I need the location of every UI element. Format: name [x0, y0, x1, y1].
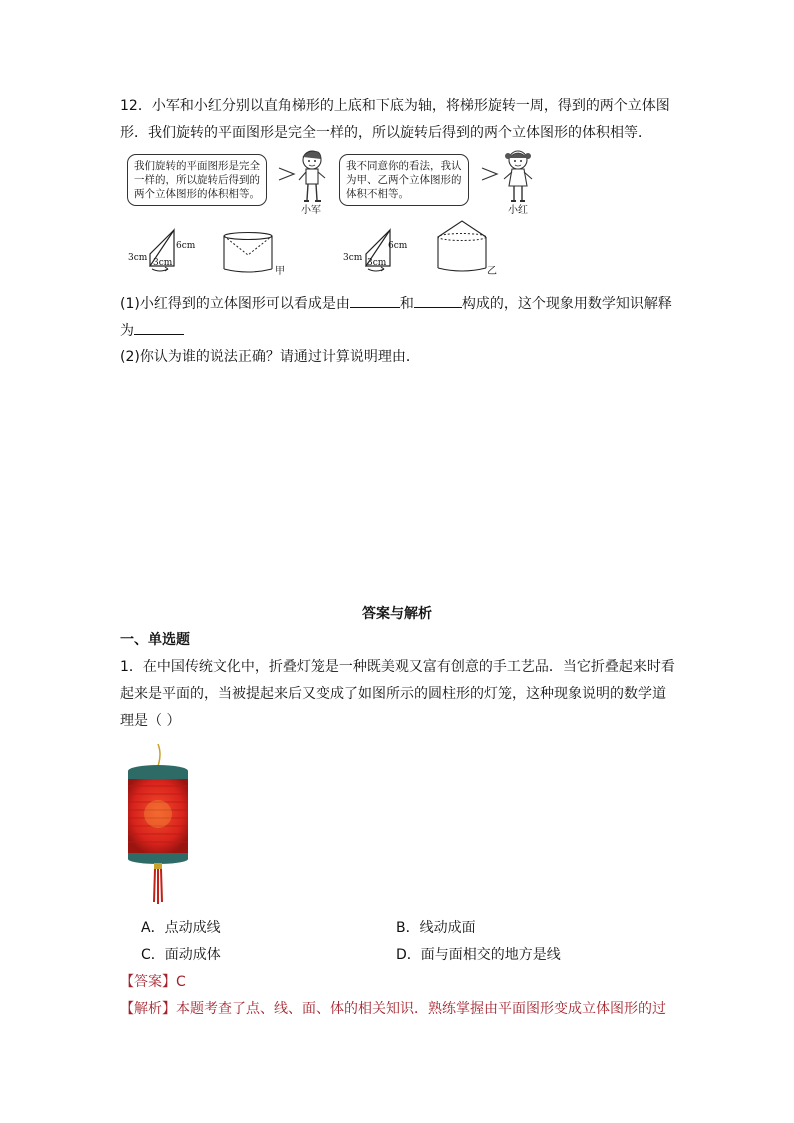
- answer-value: C: [176, 974, 186, 990]
- q1-line2: 起来是平面的，当被提起来后又变成了如图所示的圆柱形的灯笼，这种现象说明的数学道: [120, 686, 666, 702]
- dim-3cm-left-2: 3cm: [343, 253, 363, 263]
- answer-blank-1[interactable]: [350, 293, 400, 308]
- q12-part1: [120, 293, 672, 314]
- analysis-text: 本题考查了点、线、面、体的相关知识．熟练掌握由平面图形变成立体图形的过: [176, 1001, 666, 1017]
- bubble-line: 一样的，所以旋转后得到的: [134, 174, 260, 186]
- analysis-tag: 【解析】: [120, 1001, 176, 1017]
- q12-part1-cont: [120, 320, 184, 341]
- bubble-tail-icon: [481, 166, 499, 182]
- q12-part1-b: 和: [399, 296, 414, 312]
- bubble-line: 我们旋转的平面图形是完全: [134, 160, 260, 172]
- speech-bubble-xiaojun: [127, 154, 267, 206]
- q1-line3: 理是（ ）: [120, 713, 181, 729]
- answer-blank-2[interactable]: [414, 293, 462, 308]
- speech-bubble-xiaohong: [339, 154, 469, 206]
- dim-3cm-bottom: 3cm: [153, 258, 173, 268]
- name-xiaohong: 小红: [508, 205, 528, 216]
- option-d: D．面与面相交的地方是线: [396, 947, 561, 963]
- solid-jia-icon: [222, 231, 274, 275]
- option-b: B．线动成面: [396, 920, 476, 936]
- dim-3cm-left: 3cm: [128, 253, 148, 263]
- analysis-line: [120, 999, 666, 1019]
- q12-line2: 形．我们旋转的平面图形是完全一样的，所以旋转后得到的两个立体图形的体积相等．: [120, 125, 652, 141]
- girl-xiaohong-icon: [498, 148, 538, 206]
- q12-part2: (2)你认为谁的说法正确？请通过计算说明理由．: [120, 349, 420, 365]
- section-title: 一、单选题: [120, 632, 190, 648]
- q12-line1: 12．小军和小红分别以直角梯形的上底和下底为轴，将梯形旋转一周，得到的两个立体图: [120, 98, 670, 114]
- solid-yi-icon: [436, 219, 488, 275]
- answer-blank-3[interactable]: [134, 320, 184, 335]
- name-xiaojun: 小军: [301, 205, 321, 216]
- dim-6cm: 6cm: [176, 241, 196, 251]
- q12-part1-c: 构成的，这个现象用数学知识解释: [461, 296, 672, 312]
- lantern-icon: [120, 744, 210, 906]
- q1-line1: 1．在中国传统文化中，折叠灯笼是一种既美观又富有创意的手工艺品．当它折叠起来时看: [120, 659, 675, 675]
- dim-6cm-2: 6cm: [388, 241, 408, 251]
- label-jia: 甲: [275, 266, 285, 277]
- answers-heading: 答案与解析: [362, 606, 432, 622]
- boy-xiaojun-icon: [294, 148, 330, 206]
- bubble-line: 体积不相等。: [346, 188, 409, 200]
- q12-part1-a: (1)小红得到的立体图形可以看成是由: [120, 296, 350, 312]
- bubble-line: 两个立体图形的体积相等。: [134, 188, 260, 200]
- bubble-line: 我不同意你的看法，我认: [346, 160, 462, 172]
- label-yi: 乙: [487, 266, 497, 277]
- dim-3cm-bottom-2: 3cm: [367, 258, 387, 268]
- answer-tag: 【答案】: [120, 974, 176, 990]
- option-c: C．面动成体: [141, 947, 221, 963]
- answer-line: [120, 972, 186, 992]
- bubble-line: 为甲、乙两个立体图形的: [346, 174, 462, 186]
- option-a: A．点动成线: [141, 920, 221, 936]
- q12-part1-d: 为: [120, 323, 134, 339]
